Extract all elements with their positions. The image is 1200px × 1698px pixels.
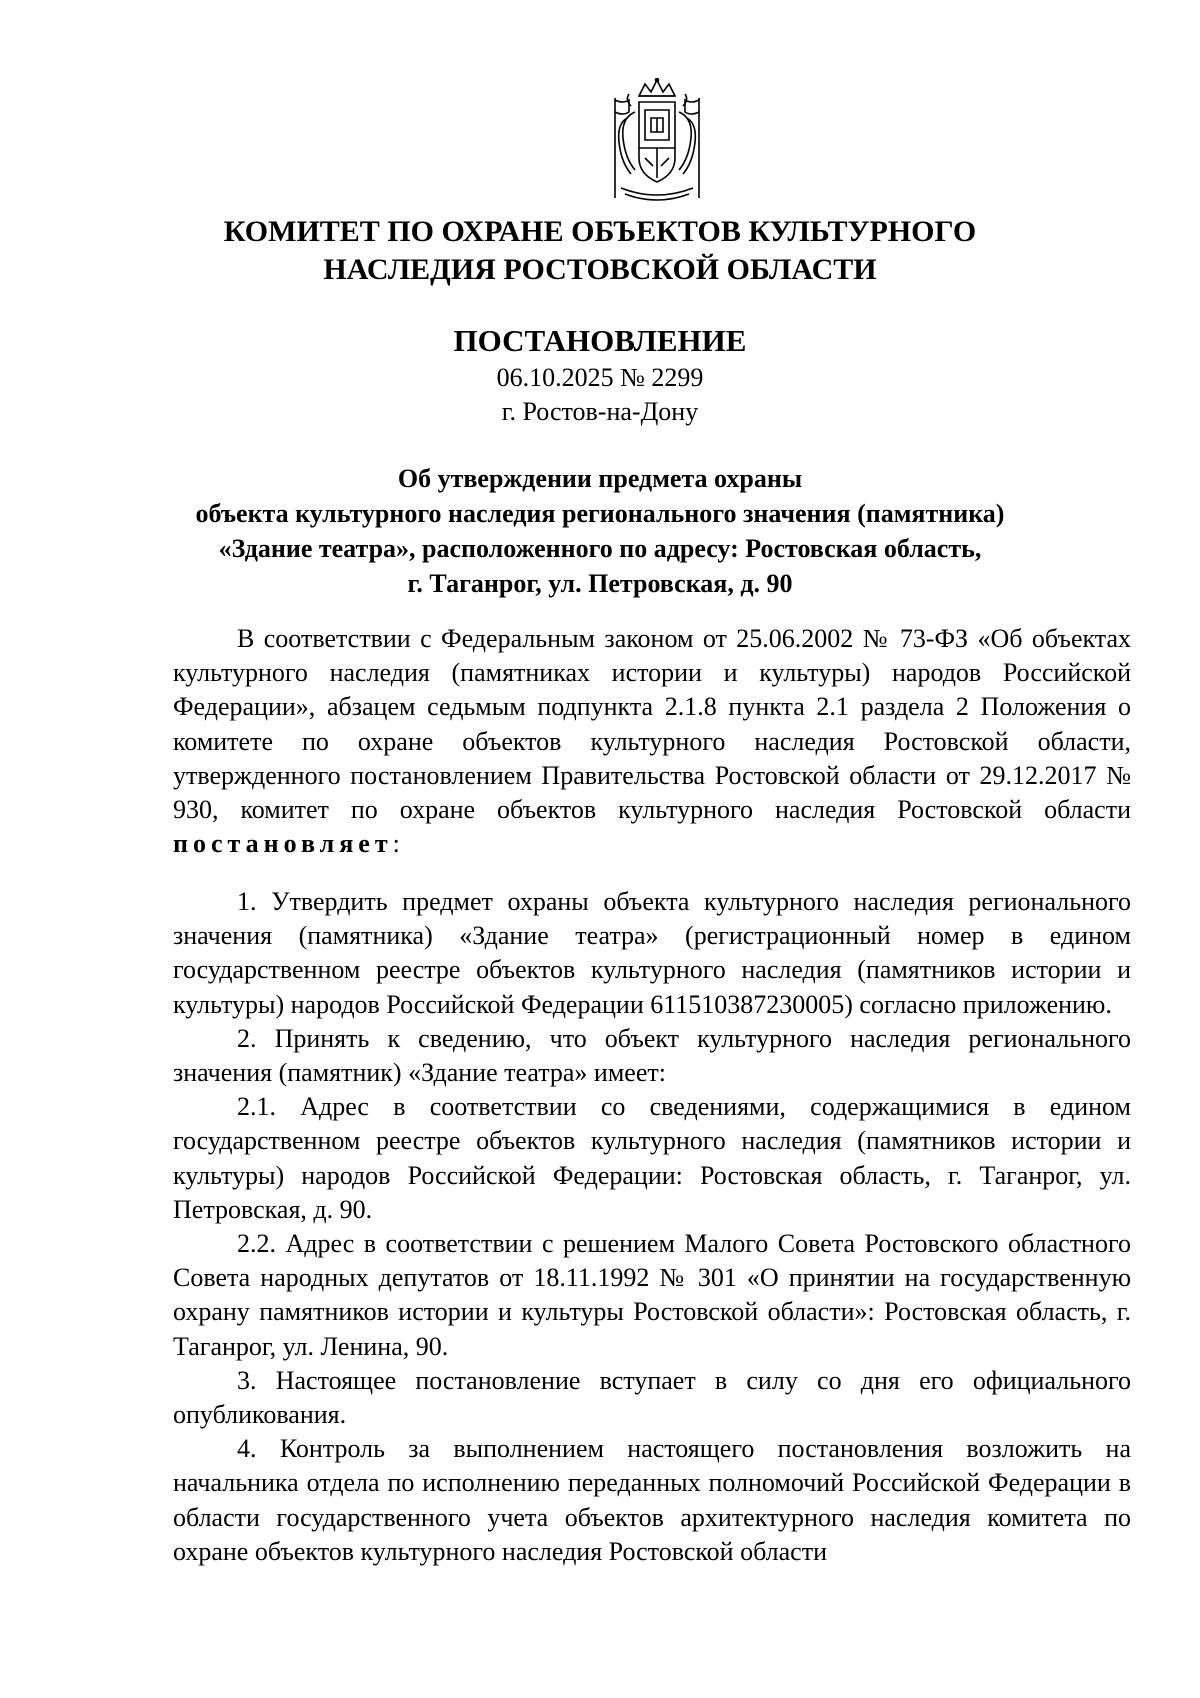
clause-2: 2. Принять к сведению, что объект культурного наследия регионального значения (памятник) «Здание театра» имеет: — [173, 1023, 1131, 1088]
organization-name-line-1: КОМИТЕТ ПО ОХРАНЕ ОБЪЕКТОВ КУЛЬТУРНОГО — [223, 215, 977, 248]
document-date-number: 06.10.2025 № 2299 — [496, 363, 704, 392]
preamble-end: : — [392, 829, 400, 859]
document-type: ПОСТАНОВЛЕНИЕ — [453, 323, 747, 358]
document-title — [160, 461, 1040, 601]
preamble-text: В соответствии с Федеральным законом от 25.06.2002 № 73-ФЗ «Об объектах культурного наследия (памятниках истории и культуры) народов Российской Федерации», абзацем седьмым подпункта 2.1.8 пункта 2.1 раздела 2 Положения о комитете по охране объектов культурного наследия Ростовской области, утвержденного постановлением Правительства Ростовской области от 29.12.2017 № 930, комитет по охране объектов культурного наследия Ростовской области — [173, 624, 1131, 825]
clause-1: 1. Утвердить предмет охраны объекта культурного наследия регионального значения (памятника) «Здание театра» (регистрационный номер в едином государственном реестре объектов культурного наследия (памятников истории и культуры) народов Российской Федерации 611510387230005) согласно приложению. — [173, 887, 1131, 1019]
preamble — [173, 622, 1131, 861]
preamble-paragraph — [173, 622, 1131, 861]
title-line-4: г. Таганрог, ул. Петровская, д. 90 — [407, 569, 793, 598]
document-city: г. Ростов-на-Дону — [501, 397, 699, 426]
clause-2-1: 2.1. Адрес в соответствии со сведениями, содержащимися в едином государственном реестре объектов культурного наследия (памятников истории и культуры) народов Российской Федерации: Ростовская область, г. Таганрог, ул. Петровская, д. 90. — [173, 1092, 1131, 1224]
clause-3: 3. Настоящее постановление вступает в силу со дня его официального опубликования. — [173, 1365, 1131, 1430]
resolves-keyword: постановляет — [173, 829, 393, 859]
clause-2-2: 2.2. Адрес в соответствии с решением Малого Совета Ростовского областного Совета народных депутатов от 18.11.1992 № 301 «О принятии на государственную охрану памятников истории и культуры Ростовской области»: Ростовская область, г. Таганрог, ул. Ленина, 90. — [173, 1229, 1131, 1361]
organization-name — [160, 213, 1040, 289]
coat-of-arms-icon — [605, 78, 709, 206]
title-line-2: объекта культурного наследия регионального значения (памятника) — [195, 499, 1005, 528]
resolution-clauses — [173, 885, 1131, 1569]
clause-4: 4. Контроль за выполнением настоящего постановления возложить на начальника отдела по исполнению переданных полномочий Российской Федерации в области государственного учета объектов архитектурного наследия комитета по охране объектов культурного наследия Ростовской области — [173, 1434, 1131, 1566]
title-line-3: «Здание театра», расположенного по адресу: Ростовская область, — [218, 534, 982, 563]
organization-name-line-2: НАСЛЕДИЯ РОСТОВСКОЙ ОБЛАСТИ — [323, 253, 877, 286]
title-line-1: Об утверждении предмета охраны — [397, 464, 803, 493]
